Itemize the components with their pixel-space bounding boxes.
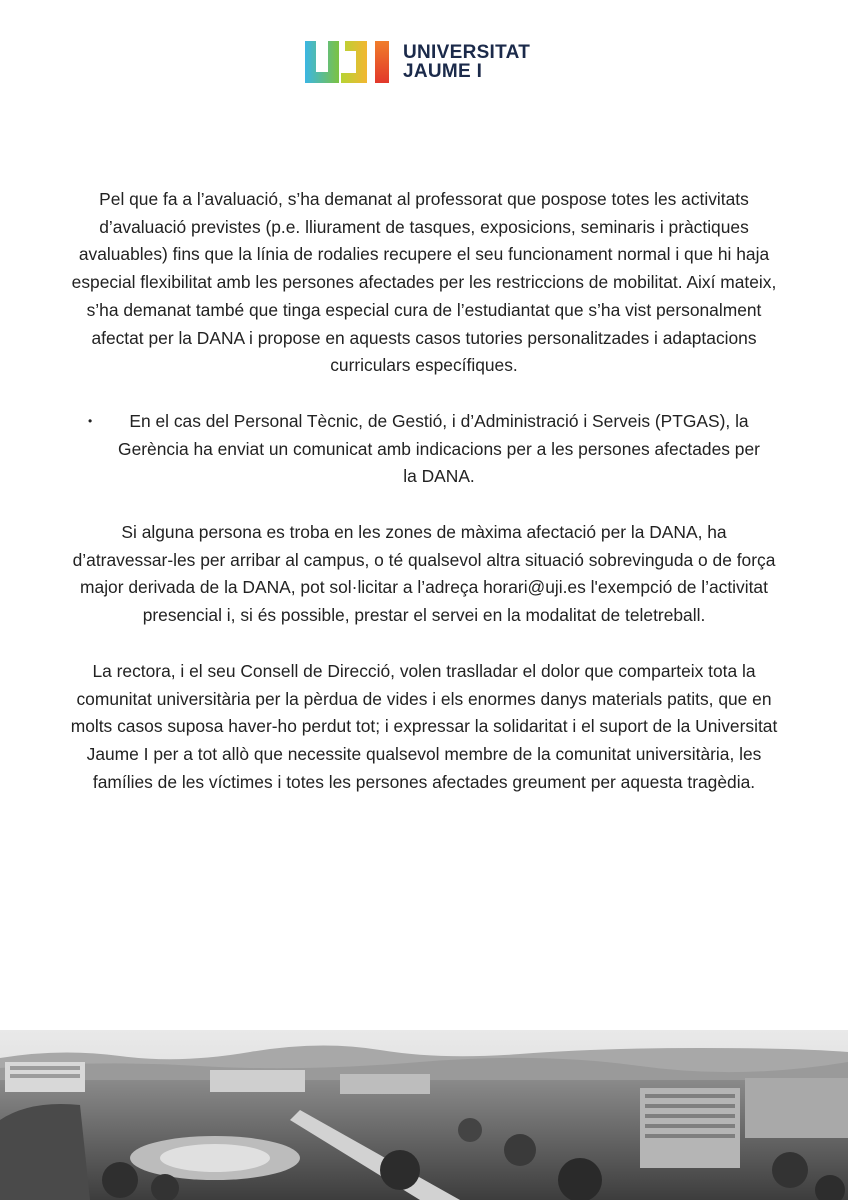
paragraph-exemption: Si alguna persona es troba en les zones de màxima afectació per la DANA, ha d’atravessar-les per arribar al campus, o té qualsevol altra situació sobrevinguda o de força major derivada de la DANA, pot sol·licitar a l’adreça horari@uji.es l'exempció de l’activitat presencial i, si és possible, prestar el servei en la modalitat de teletreball. [72,522,776,626]
bullet-item-ptgas [70,408,778,491]
paragraph-condolences: La rectora, i el seu Consell de Direcció, volen traslladar el dolor que comparteix tota la comunitat universitària per la pèrdua de vides i els enormes danys materials patits, que en molts casos suposa haver-ho perdut tot; i expressar la solidaritat i el suport de la Universitat Jaume I per a tot allò que necessite qualsevol membre de la comunitat universitària, les famílies de les víctimes i totes les persones afectades greument per aquesta tragèdia. [70,660,778,792]
paragraph-evaluation: Pel que fa a l’avaluació, s’ha demanat al professorat que pospose totes les activitats d’avaluació previstes (p.e. lliurament de tasques, exposicions, seminaris i pràctiques avaluables) fins que la línia de rodalies recupere el seu funcionament normal i que hi haja especial flexibilitat amb les persones afectades per les restriccions de mobilitat. Així mateix, s’ha demanat també que tinga especial cura de l’estudiantat que s’ha vist personalment afectat per la DANA i propose en aquests casos tutories personalitzades i adaptacions curriculars específiques. [71,189,777,376]
campus-photo-graphic [0,1030,848,1200]
letter-body [70,186,778,796]
campus-aerial-photo [0,1030,848,1200]
bullet-dot-icon: • [88,413,93,428]
logo-line-1: UNIVERSITAT [403,42,531,63]
university-logo [305,40,530,84]
logo-line-2: JAUME I [403,61,483,82]
uji-logo-mark [305,41,391,83]
logo-wordmark [403,43,530,81]
bullet-text-ptgas: En el cas del Personal Tècnic, de Gestió, i d’Administració i Serveis (PTGAS), la Gerència ha enviat un comunicat amb indicacions per a les persones afectades per la DANA. [118,410,760,487]
